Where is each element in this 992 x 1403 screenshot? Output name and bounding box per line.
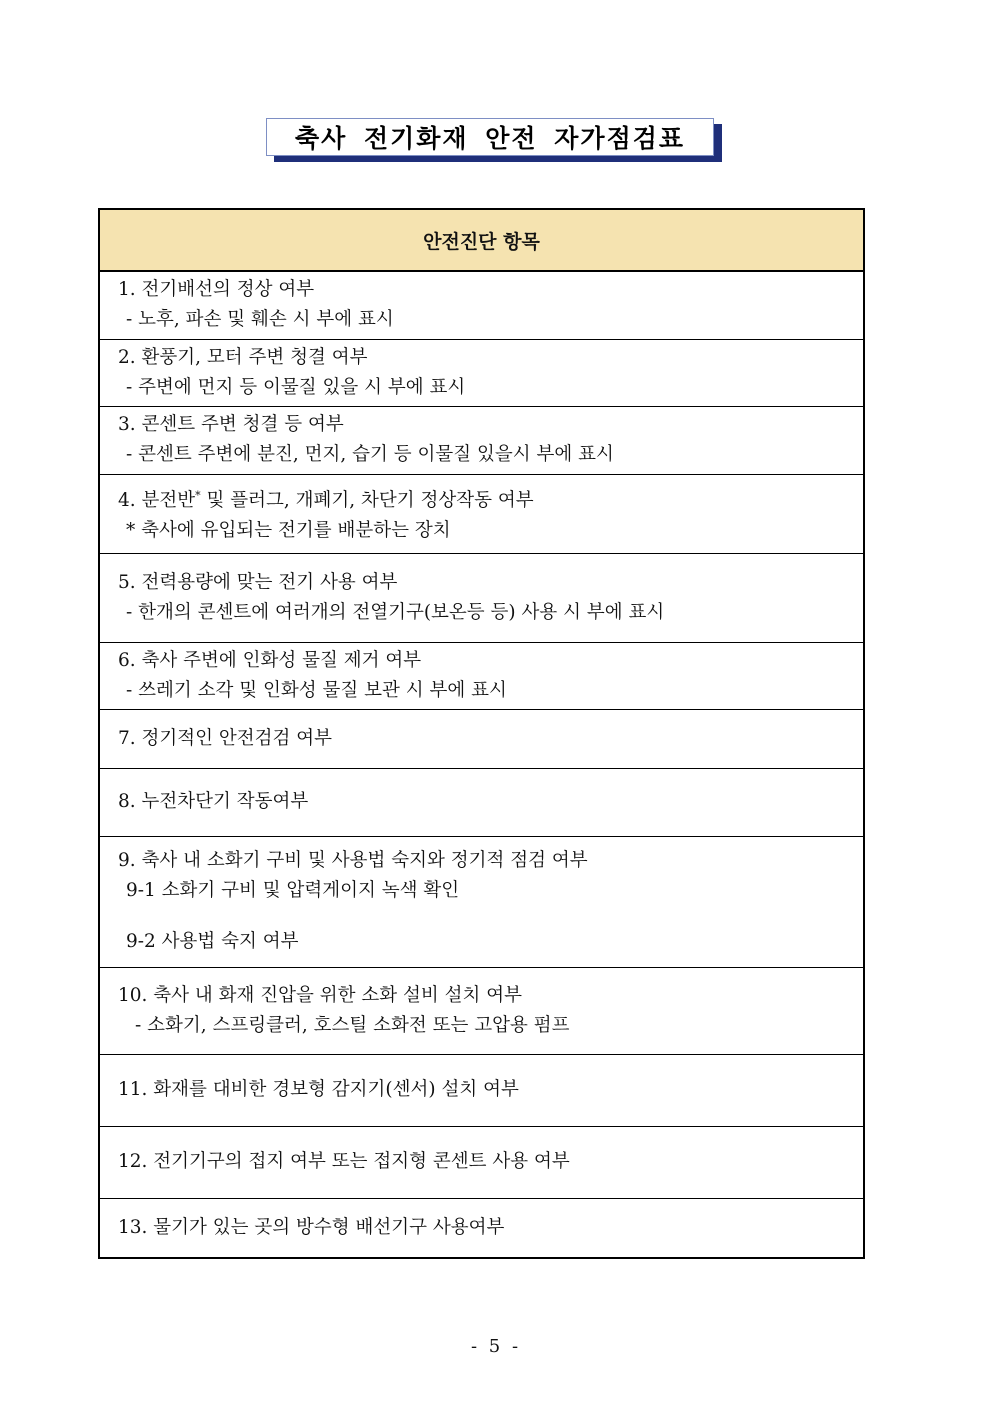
item-main-rest: 및 플러그, 개폐기, 차단기 정상작동 여부 [200, 490, 534, 512]
item-sub: - 주변에 먼지 등 이물질 있을 시 부에 표시 [126, 376, 466, 398]
table-header-row [99, 209, 864, 271]
checklist-item-5 [99, 553, 864, 642]
checklist-item-7 [99, 709, 864, 768]
table-row [99, 836, 864, 967]
table-header: 안전진단 항목 [99, 209, 864, 271]
item-main: 3. 콘센트 주변 청결 등 여부 [118, 414, 344, 435]
item-main: 10. 축사 내 화재 진압을 위한 소화 설비 설치 여부 [118, 984, 523, 1006]
item-main: 8. 누전차단기 작동여부 [118, 791, 309, 812]
table-row [99, 339, 864, 406]
item-sub: - 노후, 파손 및 훼손 시 부에 표시 [126, 309, 394, 331]
item-main: 7. 정기적인 안전검검 여부 [118, 727, 333, 749]
table-row [99, 1198, 864, 1258]
table-row [99, 709, 864, 768]
item-footnote: * 축사에 유입되는 전기를 배분하는 장치 [126, 520, 451, 542]
item-main-start: 4. 분전반 [118, 490, 196, 512]
page-number: - 5 - [470, 1336, 522, 1357]
table-row [99, 642, 864, 709]
table-row [99, 271, 864, 339]
table-row [99, 406, 864, 474]
checklist-item-10 [99, 967, 864, 1054]
checklist-item-9 [99, 836, 864, 967]
item-sub: - 한개의 콘센트에 여러개의 전열기구(보온등 등) 사용 시 부에 표시 [126, 601, 665, 623]
item-main: 2. 환풍기, 모터 주변 청결 여부 [118, 346, 368, 368]
checklist-item-11 [99, 1054, 864, 1126]
checklist-item-12 [99, 1126, 864, 1198]
item-sub: 9-2 사용법 숙지 여부 [126, 931, 299, 952]
table-row [99, 553, 864, 642]
checklist-item-6 [99, 642, 864, 709]
checklist-table [98, 208, 865, 1259]
item-main: 11. 화재를 대비한 경보형 감지기(센서) 설치 여부 [118, 1079, 519, 1100]
item-main: 12. 전기기구의 접지 여부 또는 접지형 콘센트 사용 여부 [118, 1151, 570, 1172]
item-main: 5. 전력용량에 맞는 전기 사용 여부 [118, 571, 398, 593]
item-sub: - 쓰레기 소각 및 인화성 물질 보관 시 부에 표시 [126, 679, 507, 701]
table-row [99, 1054, 864, 1126]
table-row [99, 768, 864, 836]
item-main: 9. 축사 내 소화기 구비 및 사용법 숙지와 정기적 점검 여부 [118, 850, 588, 871]
checklist-item-4 [99, 474, 864, 553]
item-main [118, 481, 863, 516]
title-block [266, 118, 714, 156]
item-main: 13. 물기가 있는 곳의 방수형 배선기구 사용여부 [118, 1216, 505, 1238]
page-title: 축사 전기화재 안전 자가점검표 [266, 118, 714, 156]
checklist-item-3 [99, 406, 864, 474]
item-main: 6. 축사 주변에 인화성 물질 제거 여부 [118, 649, 422, 671]
checklist-item-2 [99, 339, 864, 406]
table-row [99, 474, 864, 553]
item-sub: 9-1 소화기 구비 및 압력게이지 녹색 확인 [126, 880, 460, 901]
item-sub: - 소화기, 스프링클러, 호스틸 소화전 또는 고압용 펌프 [135, 1014, 570, 1036]
footnote-mark: * [195, 488, 201, 502]
checklist-item-13 [99, 1198, 864, 1258]
checklist-item-8 [99, 768, 864, 836]
checklist-item-1 [99, 271, 864, 339]
table-row [99, 967, 864, 1054]
item-main: 1. 전기배선의 정상 여부 [118, 279, 315, 301]
table-row [99, 1126, 864, 1198]
item-sub: - 콘센트 주변에 분진, 먼지, 습기 등 이물질 있을시 부에 표시 [126, 444, 614, 465]
